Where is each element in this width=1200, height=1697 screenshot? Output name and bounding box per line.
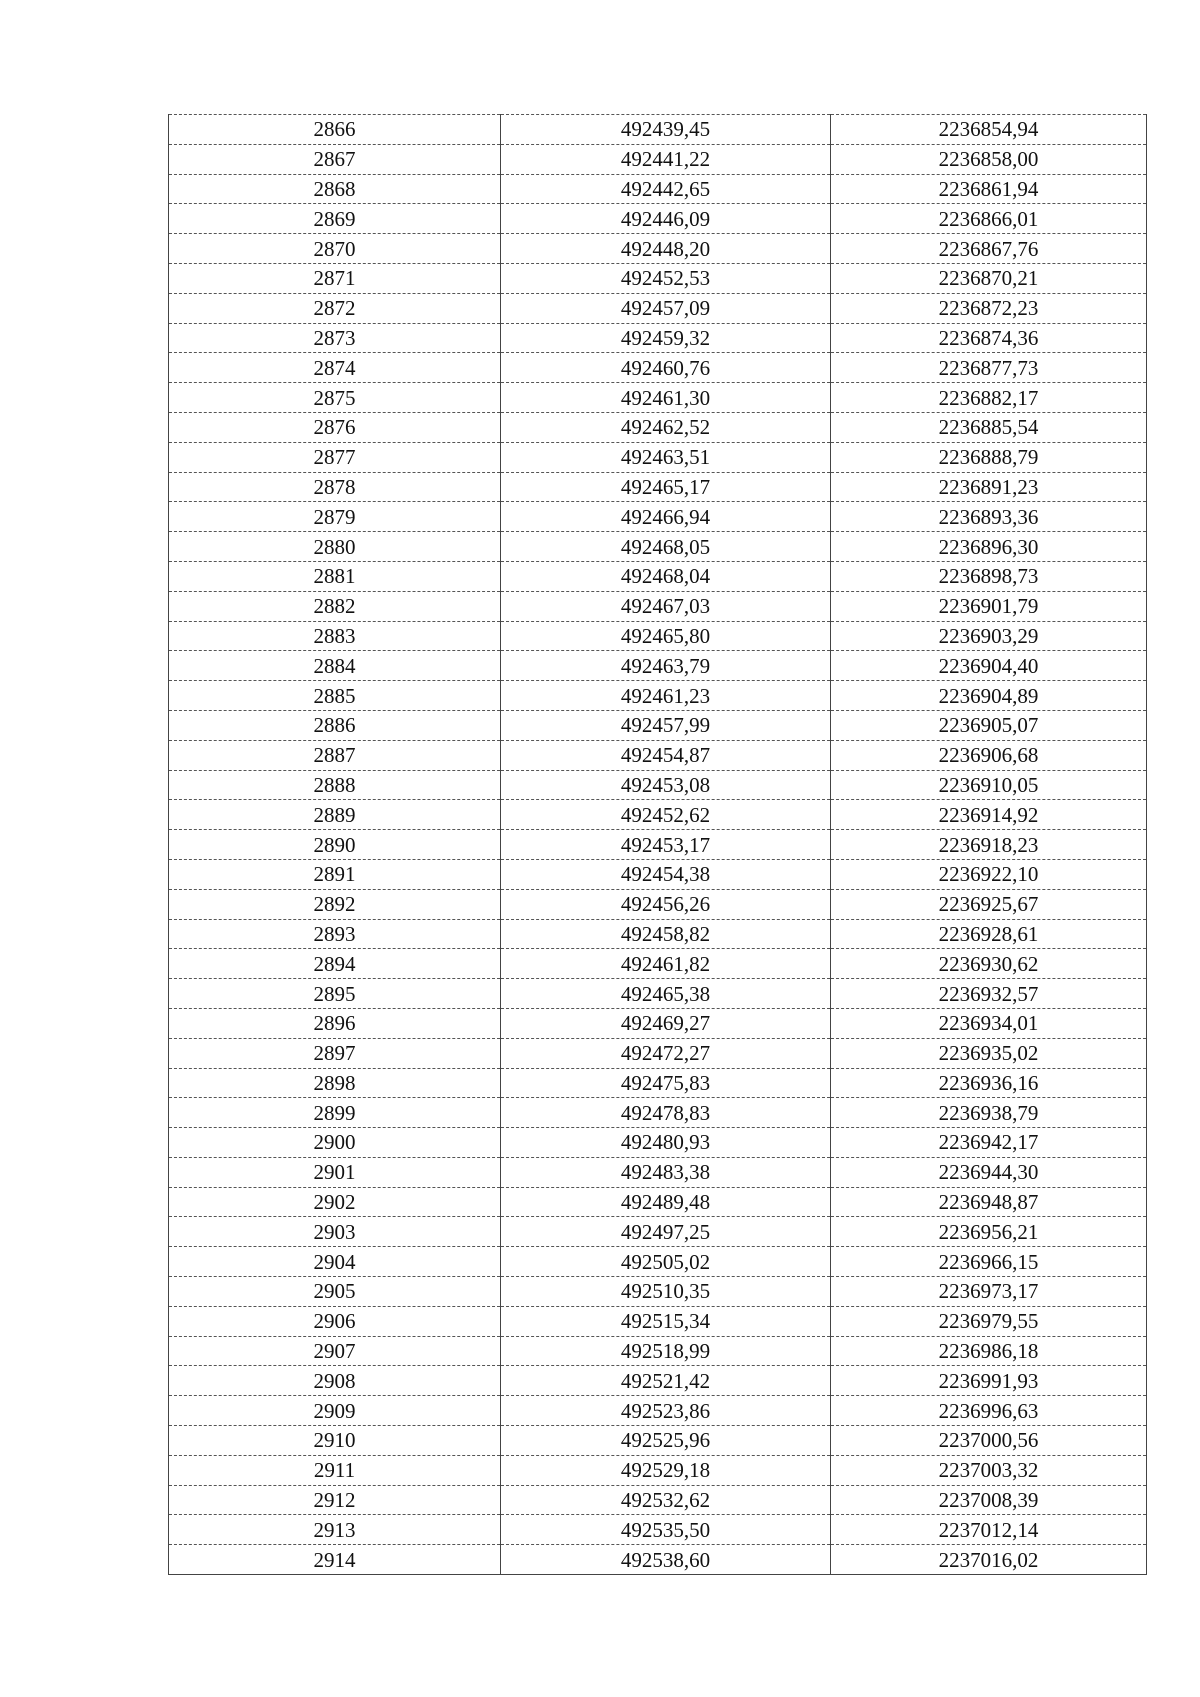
point-number-cell: 2910: [169, 1426, 501, 1456]
table-row: [169, 412, 1147, 442]
y-coordinate-cell: 2236942,17: [831, 1128, 1147, 1158]
x-coordinate-cell: 492458,82: [501, 919, 831, 949]
table-row: [169, 1485, 1147, 1515]
y-coordinate-cell: 2236904,89: [831, 681, 1147, 711]
x-coordinate-cell: 492456,26: [501, 889, 831, 919]
x-coordinate-cell: 492523,86: [501, 1396, 831, 1426]
y-coordinate-cell: 2237008,39: [831, 1485, 1147, 1515]
x-coordinate-cell: 492462,52: [501, 412, 831, 442]
y-coordinate-cell: 2236966,15: [831, 1247, 1147, 1277]
x-coordinate-cell: 492442,65: [501, 174, 831, 204]
table-row: [169, 1366, 1147, 1396]
y-coordinate-cell: 2237003,32: [831, 1455, 1147, 1485]
point-number-cell: 2889: [169, 800, 501, 830]
point-number-cell: 2892: [169, 889, 501, 919]
table-row: [169, 1455, 1147, 1485]
point-number-cell: 2880: [169, 532, 501, 562]
point-number-cell: 2908: [169, 1366, 501, 1396]
point-number-cell: 2874: [169, 353, 501, 383]
x-coordinate-cell: 492463,79: [501, 651, 831, 681]
point-number-cell: 2904: [169, 1247, 501, 1277]
y-coordinate-cell: 2237012,14: [831, 1515, 1147, 1545]
point-number-cell: 2873: [169, 323, 501, 353]
x-coordinate-cell: 492448,20: [501, 234, 831, 264]
y-coordinate-cell: 2236866,01: [831, 204, 1147, 234]
point-number-cell: 2876: [169, 412, 501, 442]
table-row: [169, 1426, 1147, 1456]
point-number-cell: 2872: [169, 293, 501, 323]
table-row: [169, 1545, 1147, 1575]
y-coordinate-cell: 2236870,21: [831, 263, 1147, 293]
x-coordinate-cell: 492460,76: [501, 353, 831, 383]
table-row: [169, 293, 1147, 323]
y-coordinate-cell: 2236938,79: [831, 1098, 1147, 1128]
table-row: [169, 1217, 1147, 1247]
x-coordinate-cell: 492521,42: [501, 1366, 831, 1396]
x-coordinate-cell: 492480,93: [501, 1128, 831, 1158]
point-number-cell: 2894: [169, 949, 501, 979]
y-coordinate-cell: 2237000,56: [831, 1426, 1147, 1456]
x-coordinate-cell: 492529,18: [501, 1455, 831, 1485]
y-coordinate-cell: 2236944,30: [831, 1157, 1147, 1187]
x-coordinate-cell: 492461,23: [501, 681, 831, 711]
table-row: [169, 770, 1147, 800]
table-row: [169, 681, 1147, 711]
point-number-cell: 2879: [169, 502, 501, 532]
coordinates-table: [168, 114, 1147, 1575]
point-number-cell: 2866: [169, 115, 501, 145]
point-number-cell: 2906: [169, 1306, 501, 1336]
y-coordinate-cell: 2236905,07: [831, 710, 1147, 740]
x-coordinate-cell: 492518,99: [501, 1336, 831, 1366]
table-row: [169, 1336, 1147, 1366]
table-row: [169, 561, 1147, 591]
x-coordinate-cell: 492465,17: [501, 472, 831, 502]
point-number-cell: 2903: [169, 1217, 501, 1247]
x-coordinate-cell: 492441,22: [501, 144, 831, 174]
x-coordinate-cell: 492469,27: [501, 1008, 831, 1038]
table-row: [169, 502, 1147, 532]
table-row: [169, 1277, 1147, 1307]
point-number-cell: 2899: [169, 1098, 501, 1128]
table-row: [169, 651, 1147, 681]
x-coordinate-cell: 492457,99: [501, 710, 831, 740]
table-row: [169, 919, 1147, 949]
table-row: [169, 979, 1147, 1009]
y-coordinate-cell: 2236936,16: [831, 1068, 1147, 1098]
x-coordinate-cell: 492525,96: [501, 1426, 831, 1456]
table-row: [169, 1515, 1147, 1545]
point-number-cell: 2909: [169, 1396, 501, 1426]
table-row: [169, 591, 1147, 621]
x-coordinate-cell: 492452,62: [501, 800, 831, 830]
y-coordinate-cell: 2236922,10: [831, 859, 1147, 889]
y-coordinate-cell: 2236898,73: [831, 561, 1147, 591]
x-coordinate-cell: 492439,45: [501, 115, 831, 145]
y-coordinate-cell: 2236996,63: [831, 1396, 1147, 1426]
y-coordinate-cell: 2236874,36: [831, 323, 1147, 353]
y-coordinate-cell: 2236867,76: [831, 234, 1147, 264]
table-row: [169, 532, 1147, 562]
y-coordinate-cell: 2236904,40: [831, 651, 1147, 681]
x-coordinate-cell: 492453,17: [501, 830, 831, 860]
table-row: [169, 1396, 1147, 1426]
point-number-cell: 2887: [169, 740, 501, 770]
table-row: [169, 263, 1147, 293]
x-coordinate-cell: 492454,38: [501, 859, 831, 889]
x-coordinate-cell: 492457,09: [501, 293, 831, 323]
table-row: [169, 1187, 1147, 1217]
y-coordinate-cell: 2236903,29: [831, 621, 1147, 651]
point-number-cell: 2897: [169, 1038, 501, 1068]
table-row: [169, 1247, 1147, 1277]
x-coordinate-cell: 492461,30: [501, 383, 831, 413]
x-coordinate-cell: 492483,38: [501, 1157, 831, 1187]
point-number-cell: 2883: [169, 621, 501, 651]
point-number-cell: 2907: [169, 1336, 501, 1366]
table-row: [169, 859, 1147, 889]
point-number-cell: 2890: [169, 830, 501, 860]
table-row: [169, 800, 1147, 830]
x-coordinate-cell: 492453,08: [501, 770, 831, 800]
point-number-cell: 2888: [169, 770, 501, 800]
point-number-cell: 2878: [169, 472, 501, 502]
table-row: [169, 740, 1147, 770]
point-number-cell: 2884: [169, 651, 501, 681]
x-coordinate-cell: 492468,05: [501, 532, 831, 562]
y-coordinate-cell: 2236858,00: [831, 144, 1147, 174]
table-row: [169, 472, 1147, 502]
point-number-cell: 2870: [169, 234, 501, 264]
point-number-cell: 2914: [169, 1545, 501, 1575]
x-coordinate-cell: 492465,38: [501, 979, 831, 1009]
y-coordinate-cell: 2236901,79: [831, 591, 1147, 621]
point-number-cell: 2895: [169, 979, 501, 1009]
x-coordinate-cell: 492461,82: [501, 949, 831, 979]
point-number-cell: 2896: [169, 1008, 501, 1038]
x-coordinate-cell: 492467,03: [501, 591, 831, 621]
point-number-cell: 2893: [169, 919, 501, 949]
point-number-cell: 2913: [169, 1515, 501, 1545]
table-row: [169, 710, 1147, 740]
point-number-cell: 2871: [169, 263, 501, 293]
x-coordinate-cell: 492454,87: [501, 740, 831, 770]
point-number-cell: 2869: [169, 204, 501, 234]
y-coordinate-cell: 2236891,23: [831, 472, 1147, 502]
y-coordinate-cell: 2236986,18: [831, 1336, 1147, 1366]
table-row: [169, 621, 1147, 651]
point-number-cell: 2882: [169, 591, 501, 621]
table-row: [169, 174, 1147, 204]
y-coordinate-cell: 2236872,23: [831, 293, 1147, 323]
x-coordinate-cell: 492497,25: [501, 1217, 831, 1247]
x-coordinate-cell: 492505,02: [501, 1247, 831, 1277]
point-number-cell: 2901: [169, 1157, 501, 1187]
point-number-cell: 2875: [169, 383, 501, 413]
point-number-cell: 2877: [169, 442, 501, 472]
table-row: [169, 323, 1147, 353]
y-coordinate-cell: 2236930,62: [831, 949, 1147, 979]
point-number-cell: 2902: [169, 1187, 501, 1217]
point-number-cell: 2867: [169, 144, 501, 174]
y-coordinate-cell: 2236928,61: [831, 919, 1147, 949]
table-row: [169, 830, 1147, 860]
x-coordinate-cell: 492532,62: [501, 1485, 831, 1515]
y-coordinate-cell: 2236932,57: [831, 979, 1147, 1009]
x-coordinate-cell: 492515,34: [501, 1306, 831, 1336]
y-coordinate-cell: 2236906,68: [831, 740, 1147, 770]
point-number-cell: 2886: [169, 710, 501, 740]
table-row: [169, 949, 1147, 979]
x-coordinate-cell: 492463,51: [501, 442, 831, 472]
y-coordinate-cell: 2236896,30: [831, 532, 1147, 562]
y-coordinate-cell: 2236935,02: [831, 1038, 1147, 1068]
y-coordinate-cell: 2236877,73: [831, 353, 1147, 383]
y-coordinate-cell: 2236888,79: [831, 442, 1147, 472]
table-row: [169, 144, 1147, 174]
table-row: [169, 383, 1147, 413]
y-coordinate-cell: 2237016,02: [831, 1545, 1147, 1575]
y-coordinate-cell: 2236934,01: [831, 1008, 1147, 1038]
point-number-cell: 2900: [169, 1128, 501, 1158]
point-number-cell: 2885: [169, 681, 501, 711]
y-coordinate-cell: 2236854,94: [831, 115, 1147, 145]
point-number-cell: 2905: [169, 1277, 501, 1307]
y-coordinate-cell: 2236956,21: [831, 1217, 1147, 1247]
x-coordinate-cell: 492478,83: [501, 1098, 831, 1128]
y-coordinate-cell: 2236882,17: [831, 383, 1147, 413]
x-coordinate-cell: 492452,53: [501, 263, 831, 293]
table-row: [169, 353, 1147, 383]
point-number-cell: 2891: [169, 859, 501, 889]
table-row: [169, 204, 1147, 234]
y-coordinate-cell: 2236979,55: [831, 1306, 1147, 1336]
x-coordinate-cell: 492538,60: [501, 1545, 831, 1575]
x-coordinate-cell: 492465,80: [501, 621, 831, 651]
table-row: [169, 234, 1147, 264]
x-coordinate-cell: 492459,32: [501, 323, 831, 353]
x-coordinate-cell: 492510,35: [501, 1277, 831, 1307]
y-coordinate-cell: 2236893,36: [831, 502, 1147, 532]
x-coordinate-cell: 492475,83: [501, 1068, 831, 1098]
x-coordinate-cell: 492446,09: [501, 204, 831, 234]
y-coordinate-cell: 2236861,94: [831, 174, 1147, 204]
point-number-cell: 2911: [169, 1455, 501, 1485]
table-row: [169, 889, 1147, 919]
point-number-cell: 2881: [169, 561, 501, 591]
point-number-cell: 2868: [169, 174, 501, 204]
table-row: [169, 1068, 1147, 1098]
table-row: [169, 1008, 1147, 1038]
table-row: [169, 1157, 1147, 1187]
x-coordinate-cell: 492466,94: [501, 502, 831, 532]
y-coordinate-cell: 2236885,54: [831, 412, 1147, 442]
coordinates-table-body: [169, 115, 1147, 1575]
x-coordinate-cell: 492472,27: [501, 1038, 831, 1068]
y-coordinate-cell: 2236948,87: [831, 1187, 1147, 1217]
table-row: [169, 1098, 1147, 1128]
point-number-cell: 2912: [169, 1485, 501, 1515]
point-number-cell: 2898: [169, 1068, 501, 1098]
y-coordinate-cell: 2236991,93: [831, 1366, 1147, 1396]
x-coordinate-cell: 492535,50: [501, 1515, 831, 1545]
table-row: [169, 442, 1147, 472]
table-row: [169, 1128, 1147, 1158]
y-coordinate-cell: 2236918,23: [831, 830, 1147, 860]
table-row: [169, 1306, 1147, 1336]
table-row: [169, 1038, 1147, 1068]
y-coordinate-cell: 2236973,17: [831, 1277, 1147, 1307]
y-coordinate-cell: 2236925,67: [831, 889, 1147, 919]
table-row: [169, 115, 1147, 145]
x-coordinate-cell: 492489,48: [501, 1187, 831, 1217]
y-coordinate-cell: 2236914,92: [831, 800, 1147, 830]
y-coordinate-cell: 2236910,05: [831, 770, 1147, 800]
x-coordinate-cell: 492468,04: [501, 561, 831, 591]
